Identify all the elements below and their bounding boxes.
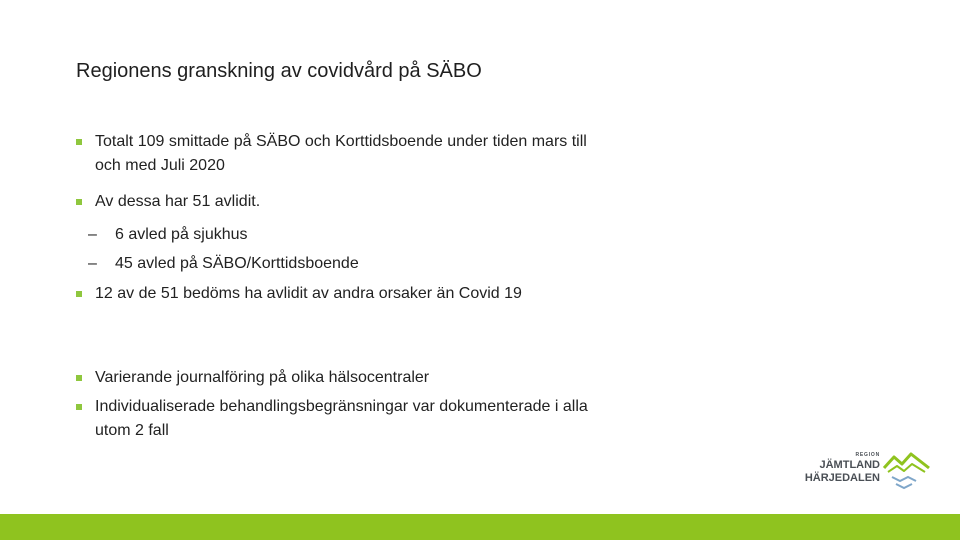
slide-title: Regionens granskning av covidvård på SÄBO [76, 60, 482, 82]
logo-line1-text: JÄMTLAND [819, 459, 880, 471]
bullet-item [76, 395, 596, 443]
square-bullet-icon [76, 404, 82, 410]
bullet-item [76, 282, 596, 306]
sub-bullet-item [76, 223, 596, 247]
mountain-icon [884, 454, 929, 488]
bullet-text: 12 av de 51 bedöms ha avlidit av andra orsaker än Covid 19 [95, 285, 522, 302]
square-bullet-icon [76, 375, 82, 381]
bullet-text: Individualiserade behandlingsbegränsningar var dokumenterade i alla utom 2 fall [95, 398, 588, 439]
region-logo [796, 448, 932, 492]
bullet-text: Totalt 109 smittade på SÄBO och Korttidsboende under tiden mars till och med Juli 2020 [95, 133, 587, 174]
footer-accent-bar [0, 514, 960, 540]
logo-region-text: REGION [855, 452, 880, 458]
sub-bullet-item [76, 252, 596, 276]
sub-bullet-text: 6 avled på sjukhus [115, 226, 248, 243]
sub-bullet-text: 45 avled på SÄBO/Korttidsboende [115, 255, 359, 272]
bullet-text: Varierande journalföring på olika hälsocentraler [95, 369, 430, 386]
square-bullet-icon [76, 199, 82, 205]
logo-line2-text: HÄRJEDALEN [804, 472, 880, 484]
bullet-item [76, 366, 596, 390]
square-bullet-icon [76, 291, 82, 297]
bullet-item [76, 130, 596, 178]
dash-bullet: – [88, 255, 97, 272]
dash-bullet: – [88, 226, 97, 243]
bullet-text: Av dessa har 51 avlidit. [95, 193, 261, 210]
bullet-item [76, 190, 596, 214]
square-bullet-icon [76, 139, 82, 145]
